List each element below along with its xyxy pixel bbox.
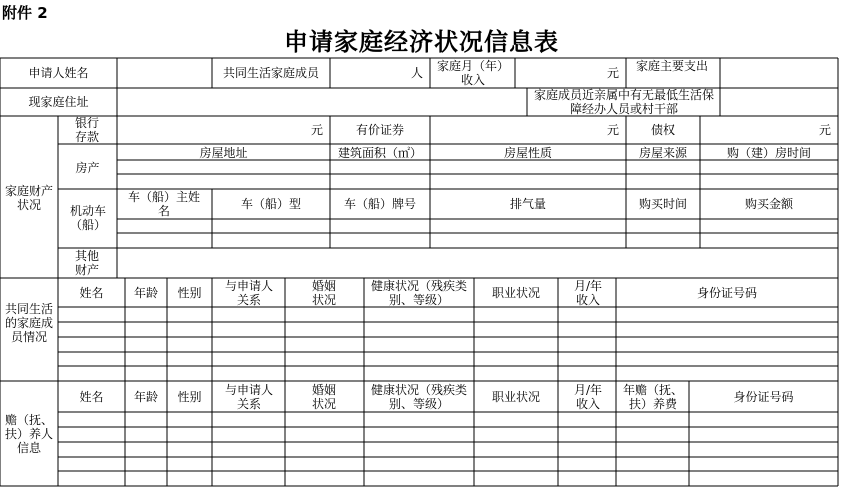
members-section-label: 共同生活的家庭成员情况 xyxy=(4,302,53,344)
yuan-securities-label: 元 xyxy=(606,123,619,137)
yuan-bank-label: 元 xyxy=(310,123,323,137)
dependents-header-gender: 性别 xyxy=(177,390,202,404)
vehicle-label: 机动车（船） xyxy=(69,204,106,232)
yuan-creditor-label: 元 xyxy=(818,123,831,137)
house-header-nature: 房屋性质 xyxy=(503,146,552,160)
creditor-rights-label: 债权 xyxy=(650,123,675,137)
form-title: 申请家庭经济状况信息表 xyxy=(284,27,559,56)
members-header-relation: 与申请人关系 xyxy=(224,279,273,307)
vehicle-header-purchase-time: 购买时间 xyxy=(638,197,687,211)
vehicle-header-plate: 车（船）牌号 xyxy=(343,197,416,211)
dependents-header-marital: 婚姻状况 xyxy=(311,383,336,411)
cohabiting-members-label: 共同生活家庭成员 xyxy=(222,66,319,80)
members-header-id-number: 身份证号码 xyxy=(696,286,757,300)
members-header-marital: 婚姻状况 xyxy=(311,279,336,307)
current-address-label: 现家庭住址 xyxy=(28,95,89,109)
vehicle-header-type: 车（船）型 xyxy=(240,197,301,211)
members-header-gender: 性别 xyxy=(177,286,202,300)
relatives-note-label: 家庭成员近亲属中有无最低生活保障经办人员或村干部 xyxy=(533,88,714,116)
other-assets-label: 其他财产 xyxy=(74,249,99,277)
house-label: 房产 xyxy=(75,161,100,175)
house-header-area: 建筑面积（㎡） xyxy=(337,146,422,160)
dependents-header-relation: 与申请人关系 xyxy=(224,383,273,411)
dependents-header-health: 健康状况（残疾类别、等级） xyxy=(370,383,467,411)
members-header-occupation: 职业状况 xyxy=(491,286,540,300)
house-header-source: 房屋来源 xyxy=(638,146,687,160)
person-unit-label: 人 xyxy=(410,66,423,80)
dependents-header-id-number: 身份证号码 xyxy=(733,390,794,404)
house-header-purchase-time: 购（建）房时间 xyxy=(726,146,811,160)
members-header-health: 健康状况（残疾类别、等级） xyxy=(370,279,467,307)
dependents-header-support-fee: 年赡（抚、扶）养费 xyxy=(622,383,683,411)
vehicle-header-owner: 车（船）主姓名 xyxy=(127,190,200,218)
applicant-name-label: 申请人姓名 xyxy=(28,66,89,80)
annex-label: 附件 2 xyxy=(2,4,48,22)
securities-label: 有价证券 xyxy=(355,123,404,137)
dependents-section-label: 赡（抚、扶）养人信息 xyxy=(4,413,53,455)
members-header-income: 月/年收入 xyxy=(573,279,603,307)
house-header-address: 房屋地址 xyxy=(199,146,248,160)
main-expense-label: 家庭主要支出 xyxy=(636,59,709,73)
members-header-age: 年龄 xyxy=(133,286,158,300)
yuan-unit-label: 元 xyxy=(606,66,619,80)
bank-deposit-label: 银行存款 xyxy=(74,116,99,144)
dependents-header-occupation: 职业状况 xyxy=(491,390,540,404)
monthly-income-label: 家庭月（年）收入 xyxy=(436,59,509,87)
members-header-name: 姓名 xyxy=(79,286,104,300)
dependents-header-age: 年龄 xyxy=(133,390,158,404)
vehicle-header-purchase-amount: 购买金额 xyxy=(744,197,793,211)
dependents-header-income: 月/年收入 xyxy=(573,383,603,411)
vehicle-header-displacement: 排气量 xyxy=(509,197,546,211)
dependents-header-name: 姓名 xyxy=(79,390,104,404)
property-section-label: 家庭财产状况 xyxy=(4,184,53,212)
